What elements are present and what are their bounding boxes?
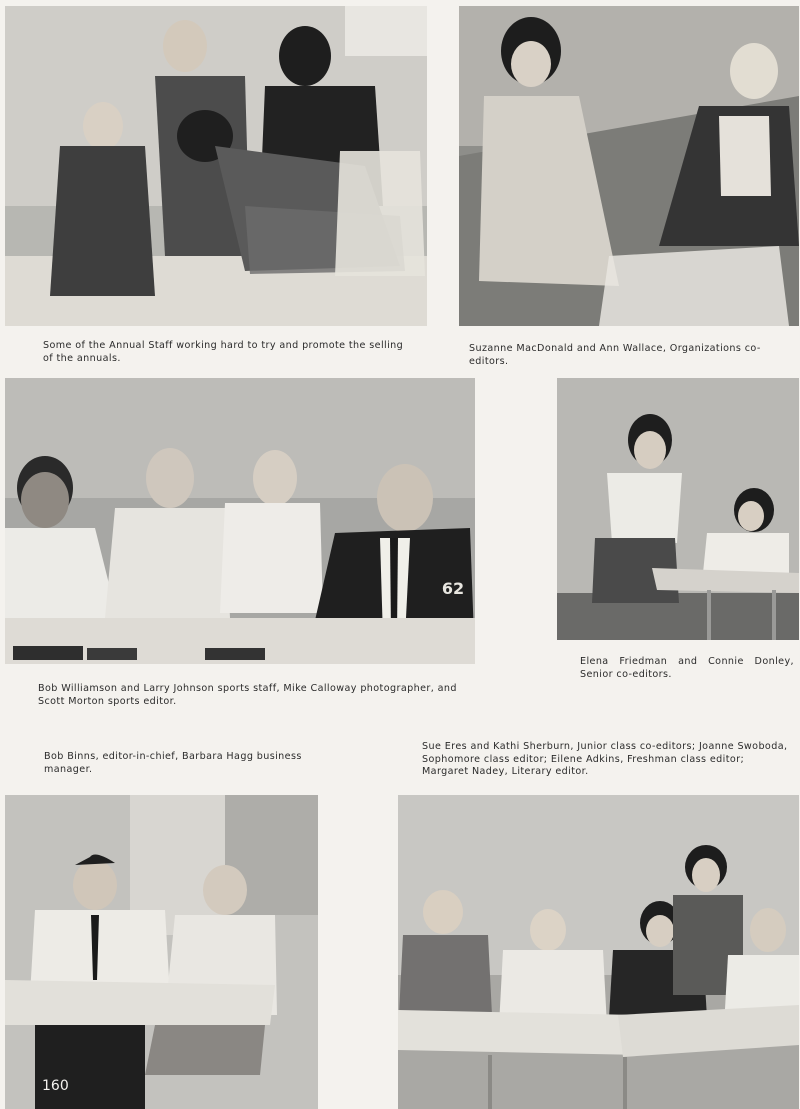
photo-senior-editors — [557, 378, 799, 640]
caption-class-editors: Sue Eres and Kathi Sherburn, Junior class co-editors; Joanne Swoboda, Sophomore class editor; Eilene Adkins, Freshman class editor; Margaret Nadey, Literary editor. — [422, 741, 788, 777]
caption-annual-staff: Some of the Annual Staff working hard to try and promote the selling of the annuals. — [43, 340, 404, 364]
caption-senior-editors: Elena Friedman and Connie Donley, Senior co-editors. — [580, 656, 794, 680]
photo-class-editors — [398, 795, 799, 1109]
page-number: 160 — [42, 1078, 69, 1094]
photo-sports-staff — [5, 378, 475, 664]
photo-annual-staff — [5, 6, 427, 326]
photo-organizations-editors — [459, 6, 799, 326]
jersey-number: 62 — [441, 579, 465, 598]
caption-editor-in-chief: Bob Binns, editor-in-chief, Barbara Hagg business manager. — [44, 751, 302, 775]
caption-organizations-editors: Suzanne MacDonald and Ann Wallace, Organizations co-editors. — [469, 343, 761, 367]
photo-editor-in-chief — [5, 795, 318, 1109]
caption-sports-staff: Bob Williamson and Larry Johnson sports staff, Mike Calloway photographer, and Scott Morton sports editor. — [38, 683, 457, 707]
